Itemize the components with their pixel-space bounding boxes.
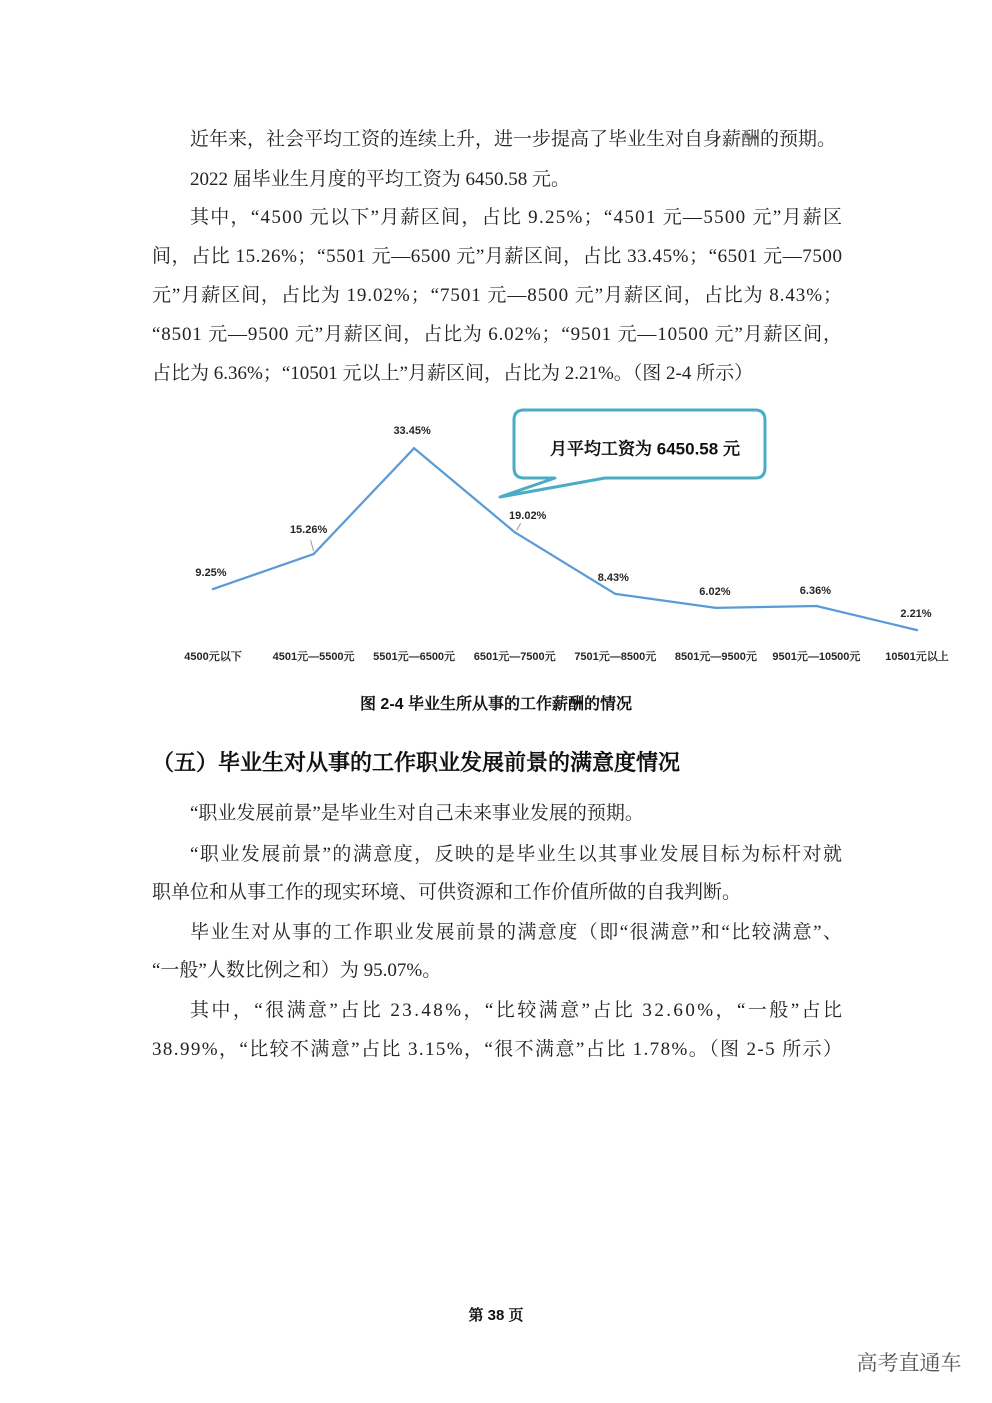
data-label: 6.36% [799, 585, 832, 597]
data-point [312, 553, 314, 555]
data-label: 6.02% [699, 585, 731, 598]
category-label: 10501元以上 [885, 651, 949, 663]
category-label: 4500元以下 [184, 651, 242, 663]
body-line: 占比为 6.36%；“10501 元以上”月薪区间，占比为 2.21%。（图 2-4 所示） [152, 363, 754, 384]
body-line: “职业发展前景”的满意度，反映的是毕业生以其事业发展目标为标杆对就 [190, 844, 844, 865]
data-label-leader [517, 523, 521, 530]
body-line: 职单位和从事工作的现实环境、可供资源和工作价值所做的自我判断。 [152, 882, 742, 903]
body-line: 38.99%，“比较不满意”占比 3.15%，“很不满意”占比 1.78%。（图 2-5 所示） [152, 1039, 844, 1060]
section-heading: （五）毕业生对从事的工作职业发展前景的满意度情况 [152, 750, 681, 775]
body-line: “职业发展前景”是毕业生对自己未来事业发展的预期。 [190, 803, 644, 824]
category-label: 4501元—5500元 [272, 651, 355, 663]
body-line: 其中，“4500 元以下”月薪区间，占比 9.25%；“4501 元—5500 元”月薪区 [190, 207, 844, 228]
body-line: “一般”人数比例之和）为 95.07%。 [152, 960, 442, 981]
salary-line-chart [0, 400, 992, 680]
data-point [715, 607, 717, 609]
data-label: 8.43% [597, 571, 629, 584]
category-label: 8501元—9500元 [674, 651, 757, 663]
data-point [212, 588, 214, 590]
body-line: 毕业生对从事的工作职业发展前景的满意度（即“很满意”和“比较满意”、 [190, 922, 844, 943]
data-label: 19.02% [509, 510, 547, 523]
watermark: 高考直通车 [856, 1352, 962, 1375]
category-label: 7501元—8500元 [574, 651, 657, 663]
data-label: 15.26% [289, 524, 328, 537]
category-label: 6501元—7500元 [473, 651, 556, 663]
body-line: “8501 元—9500 元”月薪区间，占比为 6.02%；“9501 元—10500 元”月薪区间， [152, 324, 843, 345]
data-label-leader [311, 540, 314, 551]
body-line: 间，占比 15.26%；“5501 元—6500 元”月薪区间，占比 33.45%；“6501 元—7500 [152, 246, 843, 267]
category-label: 5501元—6500元 [373, 651, 456, 663]
body-line: 元”月薪区间，占比为 19.02%；“7501 元—8500 元”月薪区间，占比为 8.43%； [152, 285, 843, 306]
figure-caption: 图 2-4 毕业生所从事的工作薪酬的情况 [359, 696, 633, 713]
body-line: 2022 届毕业生月度的平均工资为 6450.58 元。 [190, 169, 571, 190]
body-line: 其中，“很满意”占比 23.48%，“比较满意”占比 32.60%，“一般”占比 [190, 1000, 845, 1021]
data-label: 33.45% [393, 425, 431, 438]
body-line: 近年来，社会平均工资的连续上升，进一步提高了毕业生对自身薪酬的预期。 [190, 129, 837, 150]
callout-text: 月平均工资为 6450.58 元 [550, 439, 740, 459]
category-label: 9501元—10500元 [772, 651, 861, 663]
data-point [916, 629, 918, 631]
data-point [514, 531, 516, 533]
data-point [614, 593, 616, 595]
data-point [815, 605, 817, 607]
data-label: 2.21% [900, 608, 932, 621]
page-number: 第 38 页 [468, 1307, 524, 1324]
data-point [413, 447, 415, 449]
data-label: 9.25% [195, 567, 227, 580]
